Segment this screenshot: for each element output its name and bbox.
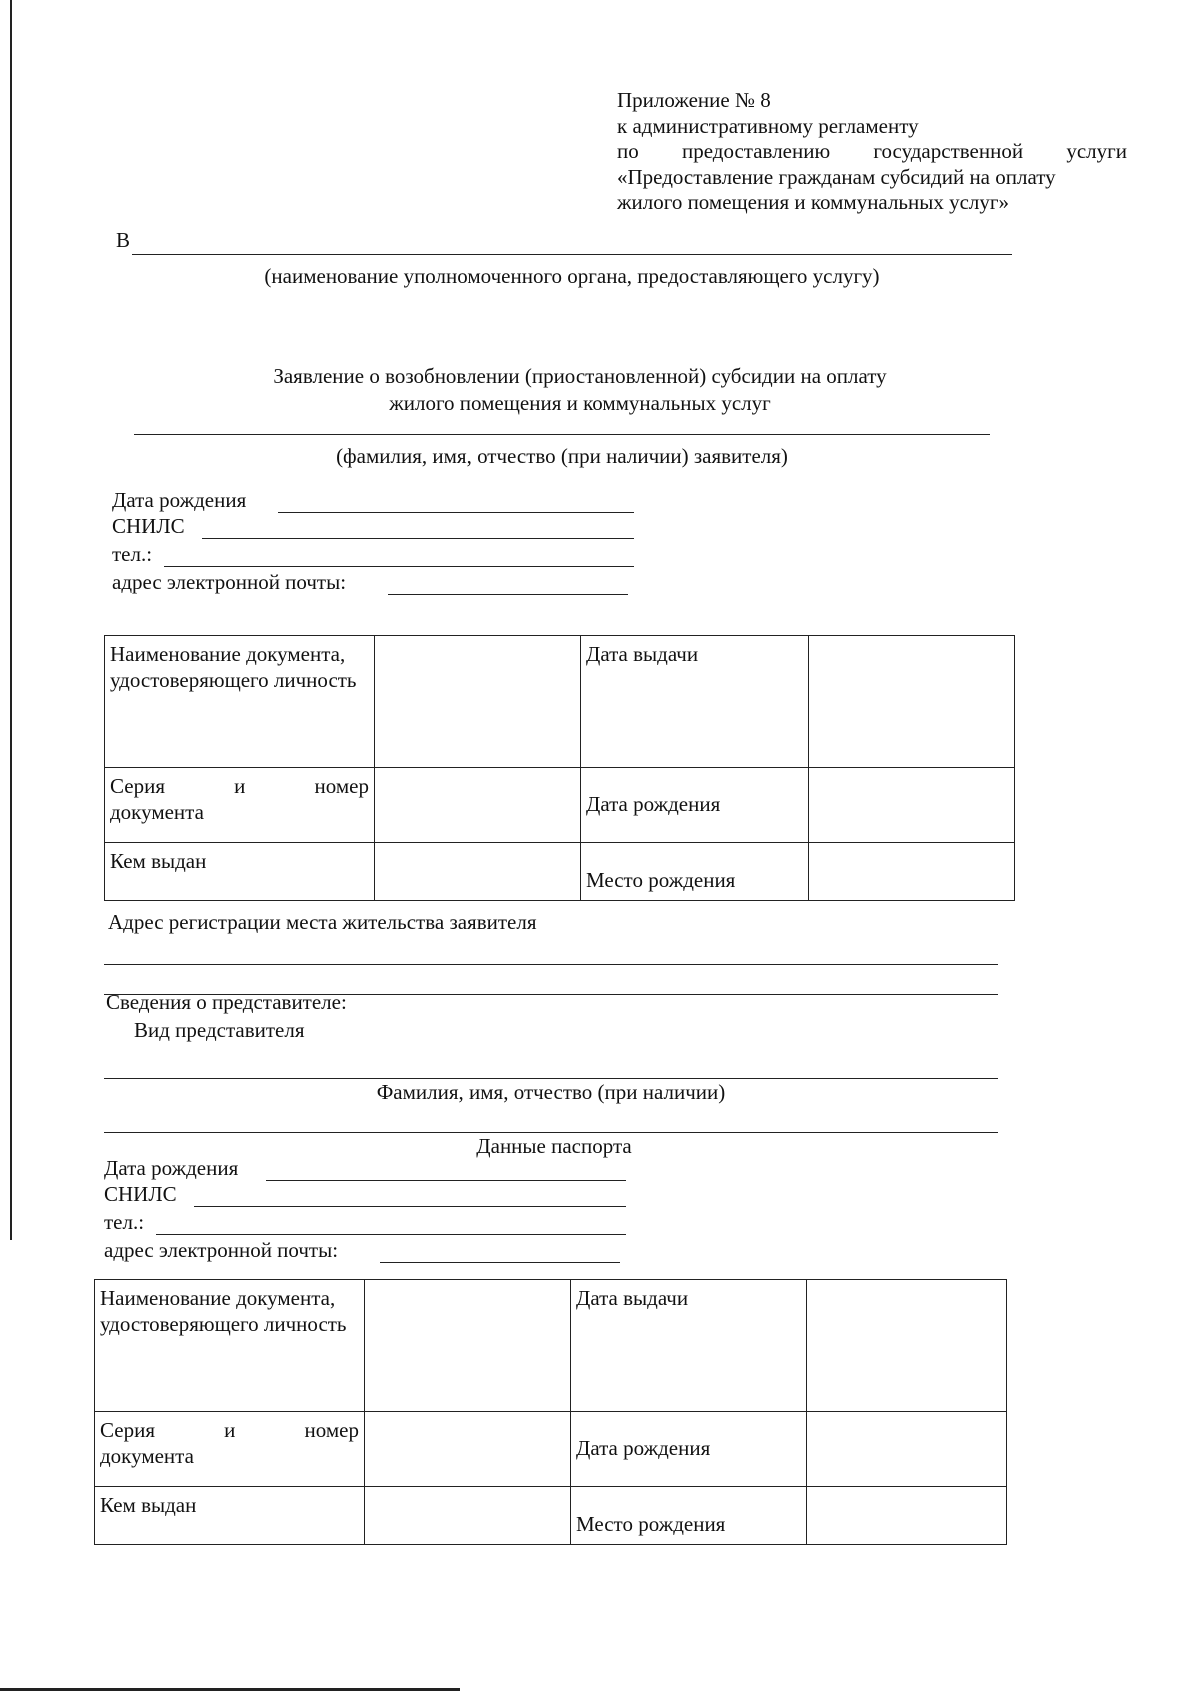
- table-row: [95, 1412, 1007, 1487]
- applicant-email-label: адрес электронной почты:: [112, 570, 347, 594]
- doc-name-label: Наименование документа, удостоверяющего личность: [95, 1280, 365, 1412]
- representative-name-field[interactable]: [104, 1132, 998, 1133]
- applicant-email-field[interactable]: [388, 594, 628, 595]
- recipient-caption: (наименование уполномоченного органа, предоставляющего услугу): [264, 264, 880, 288]
- birth-place-label: Место рождения: [571, 1487, 807, 1545]
- applicant-snils-label: СНИЛС: [112, 514, 185, 538]
- applicant-birth-date-label: Дата рождения: [112, 488, 247, 512]
- appendix-header: [617, 88, 1127, 216]
- applicant-phone-label: тел.:: [112, 542, 153, 566]
- document-word: документа: [110, 799, 204, 824]
- series-number-label: [105, 768, 375, 843]
- conjunction-word: и: [234, 774, 246, 798]
- series-word: Серия: [100, 1418, 155, 1442]
- recipient-field[interactable]: [132, 254, 1012, 255]
- scan-edge-left: [10, 0, 12, 1240]
- doc-name-label: Наименование документа, удостоверяющего личность: [105, 636, 375, 768]
- series-number-value[interactable]: [365, 1412, 571, 1487]
- birth-date-value[interactable]: [809, 768, 1015, 843]
- rep-snils-field[interactable]: [194, 1206, 626, 1207]
- applicant-phone-field[interactable]: [164, 566, 634, 567]
- table-row: [105, 843, 1015, 901]
- birth-place-value[interactable]: [809, 843, 1015, 901]
- issue-date-value[interactable]: [809, 636, 1015, 768]
- birth-date-value[interactable]: [807, 1412, 1007, 1487]
- table-row: [105, 768, 1015, 843]
- representative-type-field[interactable]: [104, 1078, 998, 1079]
- registration-address-label: Адрес регистрации места жительства заявителя: [108, 910, 537, 934]
- number-word: номер: [304, 1418, 359, 1442]
- applicant-id-table: [104, 635, 1015, 901]
- representative-passport-caption: Данные паспорта: [476, 1134, 632, 1158]
- rep-phone-field[interactable]: [156, 1234, 626, 1235]
- doc-name-value[interactable]: [365, 1280, 571, 1412]
- representative-type-label: Вид представителя: [134, 1018, 305, 1042]
- applicant-name-field[interactable]: [134, 434, 990, 435]
- representative-heading: Сведения о представителе:: [106, 990, 347, 1014]
- doc-name-value[interactable]: [375, 636, 581, 768]
- appendix-service-line: по предоставлению государственной услуги: [617, 139, 1127, 164]
- document-title-line2: жилого помещения и коммунальных услуг: [389, 391, 771, 415]
- appendix-number: Приложение № 8: [617, 88, 771, 112]
- rep-birth-date-label: Дата рождения: [104, 1156, 239, 1180]
- applicant-name-caption: (фамилия, имя, отчество (при наличии) заявителя): [336, 444, 788, 468]
- applicant-snils-field[interactable]: [202, 538, 634, 539]
- issued-by-label: Кем выдан: [95, 1487, 365, 1545]
- number-word: номер: [314, 774, 369, 798]
- issue-date-label: Дата выдачи: [571, 1280, 807, 1412]
- series-number-label: [95, 1412, 365, 1487]
- conjunction-word: и: [224, 1418, 236, 1442]
- applicant-birth-date-field[interactable]: [278, 512, 634, 513]
- birth-date-label: Дата рождения: [571, 1412, 807, 1487]
- table-row: [105, 636, 1015, 768]
- representative-id-table: [94, 1279, 1007, 1545]
- document-word: документа: [100, 1443, 194, 1468]
- appendix-service-name-1: «Предоставление гражданам субсидий на оплату: [617, 164, 1056, 189]
- issued-by-label: Кем выдан: [105, 843, 375, 901]
- recipient-prefix: В: [116, 228, 131, 252]
- birth-place-label: Место рождения: [581, 843, 809, 901]
- birth-date-label: Дата рождения: [581, 768, 809, 843]
- rep-birth-date-field[interactable]: [266, 1180, 626, 1181]
- issue-date-label: Дата выдачи: [581, 636, 809, 768]
- issue-date-value[interactable]: [807, 1280, 1007, 1412]
- appendix-service-name-2: жилого помещения и коммунальных услуг»: [617, 190, 1010, 215]
- rep-email-label: адрес электронной почты:: [104, 1238, 339, 1262]
- document-title-line1: Заявление о возобновлении (приостановленной) субсидии на оплату: [273, 364, 887, 388]
- appendix-regulation: к административному регламенту: [617, 113, 919, 138]
- birth-place-value[interactable]: [807, 1487, 1007, 1545]
- series-word: Серия: [110, 774, 165, 798]
- rep-email-field[interactable]: [380, 1262, 620, 1263]
- series-number-value[interactable]: [375, 768, 581, 843]
- table-row: [95, 1487, 1007, 1545]
- rep-phone-label: тел.:: [104, 1210, 145, 1234]
- rep-snils-label: СНИЛС: [104, 1182, 177, 1206]
- table-row: [95, 1280, 1007, 1412]
- registration-address-field-1[interactable]: [104, 964, 998, 965]
- scan-edge-bottom: [0, 1688, 460, 1691]
- issued-by-value[interactable]: [365, 1487, 571, 1545]
- issued-by-value[interactable]: [375, 843, 581, 901]
- representative-name-caption: Фамилия, имя, отчество (при наличии): [376, 1080, 726, 1104]
